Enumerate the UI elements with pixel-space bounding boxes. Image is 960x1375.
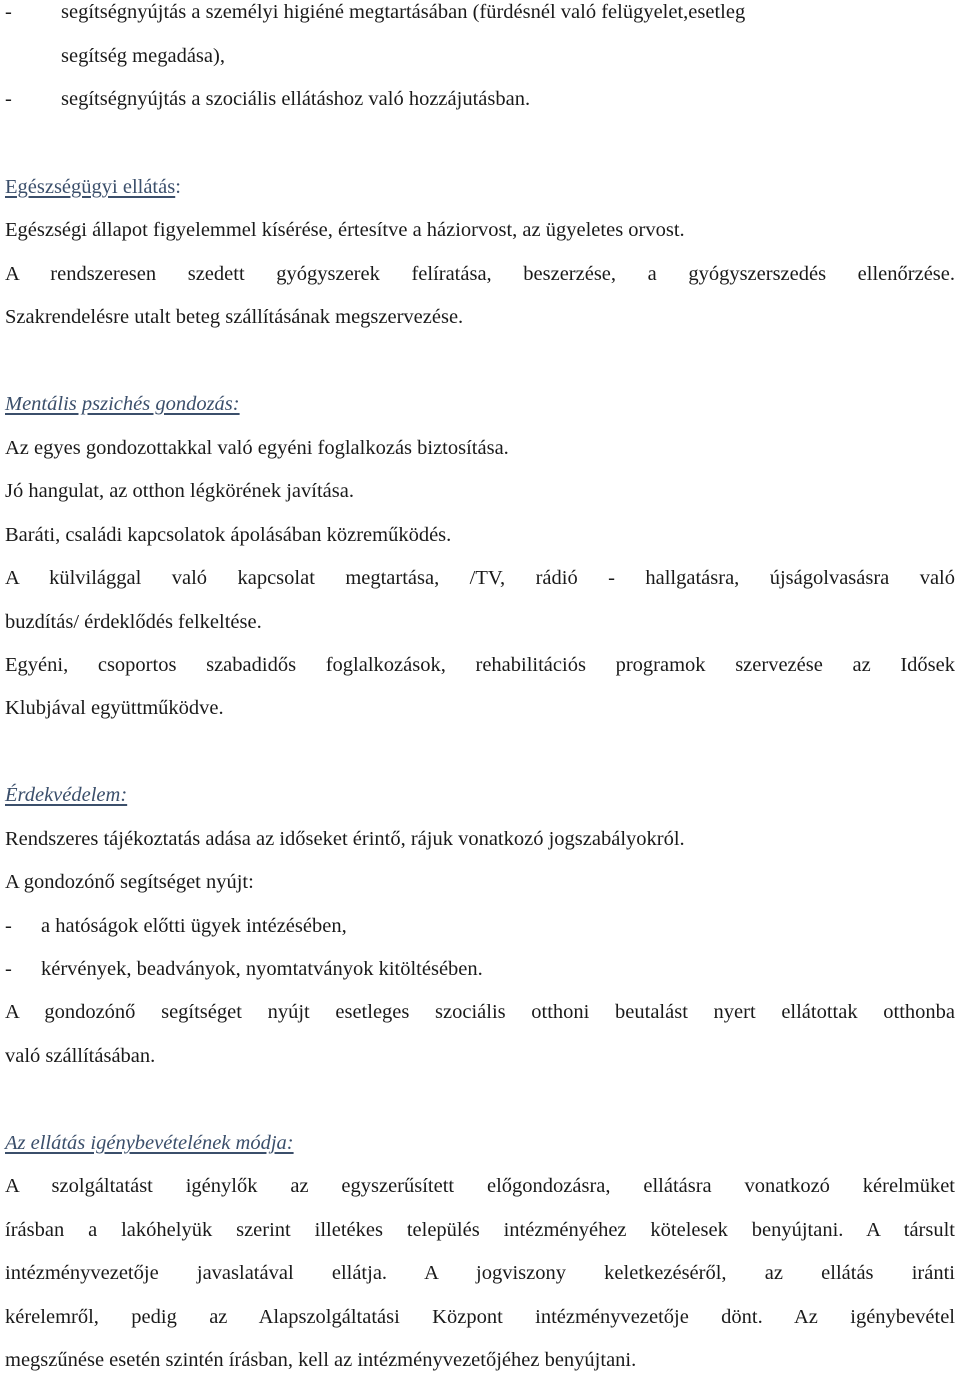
mental-line-1: Az egyes gondozottakkal való egyéni foglalkozás biztosítása. [5,437,509,459]
request-line-2: írásban a lakóhelyük szerint illetékes település intézményéhez kötelesek benyújtani. A társult [5,1219,955,1241]
advocacy-item-1-text: a hatóságok előtti ügyek intézésében, [41,915,347,937]
advocacy-line-2: A gondozónő segítséget nyújt: [5,871,254,893]
health-heading-colon: : [175,176,181,198]
advocacy-heading-text: Érdekvédelem: [5,784,128,806]
advocacy-line-3: A gondozónő segítséget nyújt esetleges szociális otthoni beutalást nyert ellátottak otthonba [5,1001,955,1023]
request-heading-text: Az ellátás igénybevételének módja: [5,1132,294,1154]
advocacy-item-2 [5,959,955,980]
health-line-1: Egészségi állapot figyelemmel kísérése, értesítve a háziorvost, az ügyeletes orvost. [5,219,685,241]
intro-item-2 [5,89,955,110]
intro-item-1-line1: segítségnyújtás a személyi higiéné megtartásában (fürdésnél való felügyelet,esetleg [61,1,746,23]
health-heading-text: Egészségügyi ellátás [5,176,176,198]
mental-line-4: A külvilággal való kapcsolat megtartása, /TV, rádió - hallgatásra, újságolvasásra való [5,567,955,589]
bullet-dash: - [5,915,12,937]
mental-line-5: buzdítás/ érdeklődés felkeltése. [5,611,262,633]
advocacy-heading [5,785,955,806]
intro-item-1 [5,2,955,23]
advocacy-line-1: Rendszeres tájékoztatás adása az időseket érintő, rájuk vonatkozó jogszabályokról. [5,828,685,850]
health-heading [5,177,955,198]
mental-line-7: Klubjával együttműködve. [5,697,224,719]
mental-heading [5,394,955,415]
request-line-3: intézményvezetője javaslatával ellátja. A jogviszony keletkezéséről, az ellátás iránti [5,1262,955,1284]
request-heading [5,1133,955,1154]
advocacy-line-4: való szállításában. [5,1045,156,1067]
mental-line-3: Baráti, családi kapcsolatok ápolásában közreműködés. [5,524,452,546]
advocacy-item-1 [5,916,955,937]
request-line-5: megszűnése esetén szintén írásban, kell az intézményvezetőjéhez benyújtani. [5,1349,637,1371]
intro-item-2-text: segítségnyújtás a szociális ellátáshoz való hozzájutásban. [61,88,531,110]
mental-heading-text: Mentális pszichés gondozás: [5,393,240,415]
advocacy-item-2-text: kérvények, beadványok, nyomtatványok kitöltésében. [41,958,483,980]
bullet-dash: - [5,88,12,110]
mental-line-6: Egyéni, csoportos szabadidős foglalkozások, rehabilitációs programok szervezése az Idősek [5,654,955,676]
bullet-dash: - [5,958,12,980]
intro-item-1-cont: segítség megadása), [61,45,225,67]
request-line-1: A szolgáltatást igénylők az egyszerűsített előgondozásra, ellátásra vonatkozó kérelmüket [5,1175,955,1197]
mental-line-2: Jó hangulat, az otthon légkörének javítása. [5,480,354,502]
health-line-3: Szakrendelésre utalt beteg szállításának megszervezése. [5,306,464,328]
request-line-4: kérelemről, pedig az Alapszolgáltatási Központ intézményvezetője dönt. Az igénybevétel [5,1306,955,1328]
health-line-2: A rendszeresen szedett gyógyszerek felíratása, beszerzése, a gyógyszerszedés ellenőrzése. [5,263,955,285]
bullet-dash: - [5,1,12,23]
